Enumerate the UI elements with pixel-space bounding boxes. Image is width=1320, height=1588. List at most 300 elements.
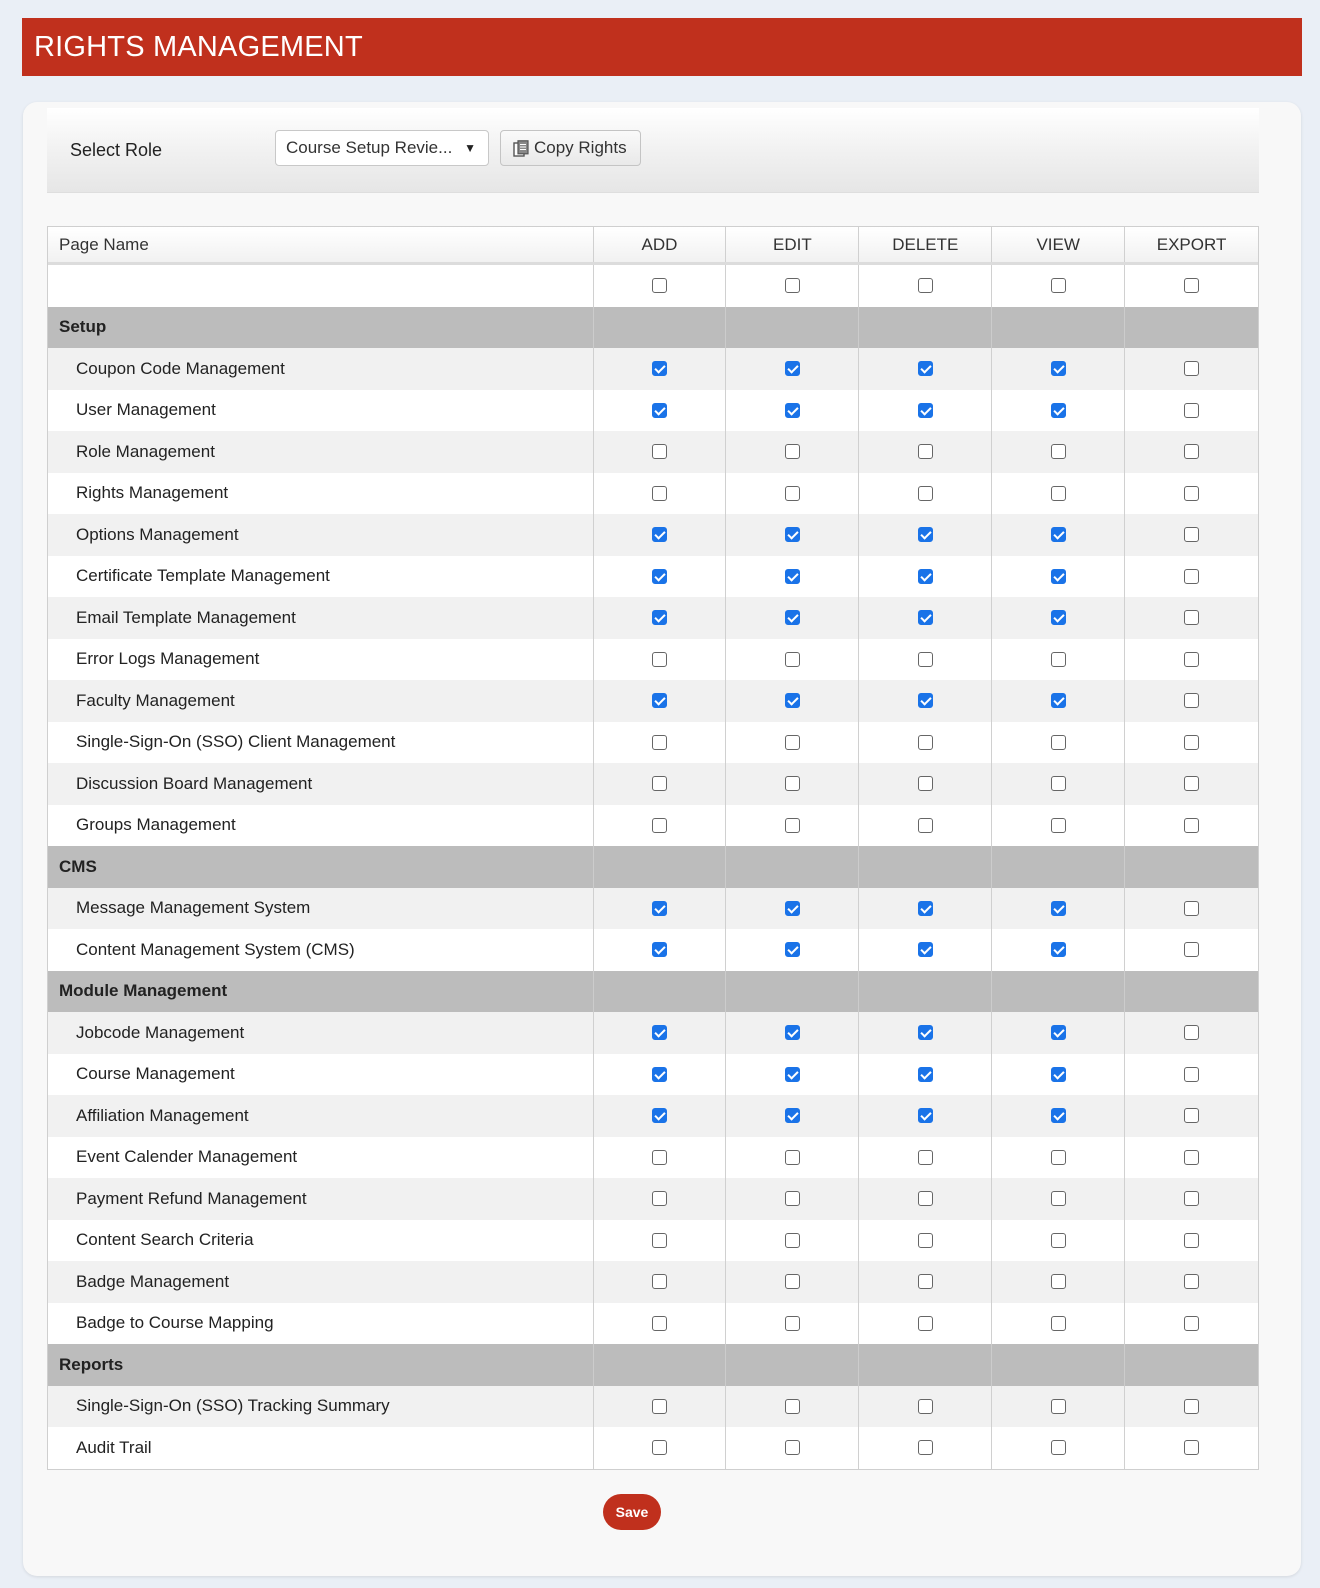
table-row bbox=[48, 473, 1258, 515]
add-cell bbox=[594, 722, 727, 764]
delete-cell bbox=[859, 431, 992, 473]
export-checkbox[interactable] bbox=[1184, 1233, 1199, 1248]
select-all-add-cell bbox=[594, 265, 727, 307]
group-row bbox=[48, 307, 1258, 349]
select-all-delete-cell bbox=[859, 265, 992, 307]
view-cell bbox=[992, 805, 1125, 847]
table-row bbox=[48, 639, 1258, 681]
add-cell bbox=[594, 1220, 727, 1262]
edit-checkbox[interactable] bbox=[785, 1233, 800, 1248]
delete-cell bbox=[859, 929, 992, 971]
edit-cell bbox=[726, 1220, 859, 1262]
group-empty-cell bbox=[594, 1344, 727, 1386]
view-checkbox[interactable] bbox=[1051, 1233, 1066, 1248]
export-cell bbox=[1125, 1054, 1258, 1096]
export-checkbox[interactable] bbox=[1184, 901, 1199, 916]
add-checkbox[interactable] bbox=[652, 1440, 667, 1455]
export-cell bbox=[1125, 1137, 1258, 1179]
rights-panel bbox=[23, 102, 1301, 1576]
view-checkbox[interactable] bbox=[1051, 1316, 1066, 1331]
add-checkbox[interactable] bbox=[652, 1025, 667, 1040]
add-checkbox[interactable] bbox=[652, 1233, 667, 1248]
view-checkbox[interactable] bbox=[1051, 569, 1066, 584]
edit-checkbox[interactable] bbox=[785, 1108, 800, 1123]
edit-cell bbox=[726, 431, 859, 473]
delete-cell bbox=[859, 1095, 992, 1137]
add-cell bbox=[594, 597, 727, 639]
export-checkbox[interactable] bbox=[1184, 1025, 1199, 1040]
export-cell bbox=[1125, 805, 1258, 847]
table-row bbox=[48, 514, 1258, 556]
delete-cell bbox=[859, 390, 992, 432]
column-header-view: VIEW bbox=[992, 227, 1125, 262]
add-checkbox[interactable] bbox=[652, 1191, 667, 1206]
view-checkbox[interactable] bbox=[1051, 403, 1066, 418]
page-name: Badge Management bbox=[48, 1261, 594, 1303]
view-cell bbox=[992, 763, 1125, 805]
select-all-view-checkbox[interactable] bbox=[1051, 278, 1066, 293]
edit-checkbox[interactable] bbox=[785, 942, 800, 957]
edit-checkbox[interactable] bbox=[785, 1316, 800, 1331]
export-cell bbox=[1125, 514, 1258, 556]
view-cell bbox=[992, 473, 1125, 515]
table-row bbox=[48, 597, 1258, 639]
view-cell bbox=[992, 1178, 1125, 1220]
delete-cell bbox=[859, 1261, 992, 1303]
delete-checkbox[interactable] bbox=[918, 1399, 933, 1414]
edit-checkbox[interactable] bbox=[785, 1150, 800, 1165]
delete-checkbox[interactable] bbox=[918, 486, 933, 501]
view-cell bbox=[992, 1386, 1125, 1428]
table-row bbox=[48, 1012, 1258, 1054]
group-empty-cell bbox=[594, 307, 727, 349]
add-checkbox[interactable] bbox=[652, 693, 667, 708]
group-label: CMS bbox=[48, 846, 594, 888]
table-row bbox=[48, 1386, 1258, 1428]
table-row bbox=[48, 680, 1258, 722]
export-checkbox[interactable] bbox=[1184, 1274, 1199, 1289]
group-empty-cell bbox=[726, 1344, 859, 1386]
add-checkbox[interactable] bbox=[652, 1316, 667, 1331]
select-all-label bbox=[48, 265, 594, 307]
view-checkbox[interactable] bbox=[1051, 610, 1066, 625]
table-row bbox=[48, 1095, 1258, 1137]
view-cell bbox=[992, 514, 1125, 556]
copy-icon bbox=[513, 140, 529, 158]
edit-cell bbox=[726, 1178, 859, 1220]
view-cell bbox=[992, 929, 1125, 971]
group-empty-cell bbox=[992, 971, 1125, 1013]
export-checkbox[interactable] bbox=[1184, 361, 1199, 376]
page-name: Error Logs Management bbox=[48, 639, 594, 681]
view-cell bbox=[992, 888, 1125, 930]
export-cell bbox=[1125, 888, 1258, 930]
export-checkbox[interactable] bbox=[1184, 1108, 1199, 1123]
select-all-add-checkbox[interactable] bbox=[652, 278, 667, 293]
edit-checkbox[interactable] bbox=[785, 444, 800, 459]
delete-cell bbox=[859, 348, 992, 390]
page-name: Badge to Course Mapping bbox=[48, 1303, 594, 1345]
view-checkbox[interactable] bbox=[1051, 1399, 1066, 1414]
role-dropdown[interactable] bbox=[275, 130, 489, 166]
add-checkbox[interactable] bbox=[652, 735, 667, 750]
view-checkbox[interactable] bbox=[1051, 776, 1066, 791]
delete-cell bbox=[859, 514, 992, 556]
view-checkbox[interactable] bbox=[1051, 818, 1066, 833]
delete-cell bbox=[859, 1054, 992, 1096]
export-cell bbox=[1125, 639, 1258, 681]
view-checkbox[interactable] bbox=[1051, 444, 1066, 459]
export-checkbox[interactable] bbox=[1184, 1067, 1199, 1082]
view-checkbox[interactable] bbox=[1051, 1274, 1066, 1289]
export-checkbox[interactable] bbox=[1184, 1150, 1199, 1165]
edit-cell bbox=[726, 722, 859, 764]
view-checkbox[interactable] bbox=[1051, 693, 1066, 708]
export-cell bbox=[1125, 431, 1258, 473]
view-cell bbox=[992, 1137, 1125, 1179]
edit-checkbox[interactable] bbox=[785, 1191, 800, 1206]
edit-checkbox[interactable] bbox=[785, 569, 800, 584]
edit-checkbox[interactable] bbox=[785, 1399, 800, 1414]
table-body bbox=[48, 265, 1258, 1469]
delete-cell bbox=[859, 722, 992, 764]
edit-cell bbox=[726, 680, 859, 722]
add-checkbox[interactable] bbox=[652, 527, 667, 542]
table-row bbox=[48, 1178, 1258, 1220]
export-checkbox[interactable] bbox=[1184, 610, 1199, 625]
add-cell bbox=[594, 1386, 727, 1428]
add-checkbox[interactable] bbox=[652, 1399, 667, 1414]
export-checkbox[interactable] bbox=[1184, 693, 1199, 708]
export-checkbox[interactable] bbox=[1184, 1191, 1199, 1206]
export-cell bbox=[1125, 680, 1258, 722]
add-cell bbox=[594, 1095, 727, 1137]
group-empty-cell bbox=[594, 846, 727, 888]
export-checkbox[interactable] bbox=[1184, 1316, 1199, 1331]
delete-checkbox[interactable] bbox=[918, 569, 933, 584]
export-cell bbox=[1125, 1012, 1258, 1054]
table-row bbox=[48, 722, 1258, 764]
delete-checkbox[interactable] bbox=[918, 1233, 933, 1248]
edit-cell bbox=[726, 1386, 859, 1428]
view-cell bbox=[992, 1095, 1125, 1137]
copy-rights-button[interactable] bbox=[500, 130, 641, 166]
export-checkbox[interactable] bbox=[1184, 444, 1199, 459]
table-row bbox=[48, 763, 1258, 805]
table-row bbox=[48, 1427, 1258, 1469]
view-checkbox[interactable] bbox=[1051, 527, 1066, 542]
export-cell bbox=[1125, 1303, 1258, 1345]
export-cell bbox=[1125, 1261, 1258, 1303]
group-empty-cell bbox=[859, 971, 992, 1013]
export-cell bbox=[1125, 348, 1258, 390]
role-dropdown-value: Course Setup Revie... bbox=[286, 138, 453, 157]
select-all-edit-checkbox[interactable] bbox=[785, 278, 800, 293]
add-cell bbox=[594, 1012, 727, 1054]
add-cell bbox=[594, 556, 727, 598]
group-empty-cell bbox=[726, 971, 859, 1013]
delete-cell bbox=[859, 1012, 992, 1054]
view-cell bbox=[992, 1427, 1125, 1469]
edit-cell bbox=[726, 514, 859, 556]
view-checkbox[interactable] bbox=[1051, 1191, 1066, 1206]
add-cell bbox=[594, 639, 727, 681]
group-empty-cell bbox=[992, 846, 1125, 888]
export-checkbox[interactable] bbox=[1184, 527, 1199, 542]
delete-checkbox[interactable] bbox=[918, 1150, 933, 1165]
view-cell bbox=[992, 639, 1125, 681]
edit-cell bbox=[726, 1427, 859, 1469]
view-checkbox[interactable] bbox=[1051, 1025, 1066, 1040]
delete-checkbox[interactable] bbox=[918, 1108, 933, 1123]
view-cell bbox=[992, 1261, 1125, 1303]
add-checkbox[interactable] bbox=[652, 403, 667, 418]
export-cell bbox=[1125, 473, 1258, 515]
export-cell bbox=[1125, 390, 1258, 432]
export-cell bbox=[1125, 929, 1258, 971]
delete-checkbox[interactable] bbox=[918, 1316, 933, 1331]
delete-checkbox[interactable] bbox=[918, 818, 933, 833]
add-cell bbox=[594, 763, 727, 805]
edit-cell bbox=[726, 1137, 859, 1179]
add-cell bbox=[594, 514, 727, 556]
delete-checkbox[interactable] bbox=[918, 1274, 933, 1289]
page-name: Certificate Template Management bbox=[48, 556, 594, 598]
column-header-delete: DELETE bbox=[859, 227, 992, 262]
add-checkbox[interactable] bbox=[652, 942, 667, 957]
export-checkbox[interactable] bbox=[1184, 652, 1199, 667]
add-checkbox[interactable] bbox=[652, 1108, 667, 1123]
delete-cell bbox=[859, 1427, 992, 1469]
export-cell bbox=[1125, 1220, 1258, 1262]
add-cell bbox=[594, 348, 727, 390]
export-checkbox[interactable] bbox=[1184, 486, 1199, 501]
delete-checkbox[interactable] bbox=[918, 1025, 933, 1040]
edit-cell bbox=[726, 390, 859, 432]
page-name: Faculty Management bbox=[48, 680, 594, 722]
group-label: Module Management bbox=[48, 971, 594, 1013]
export-checkbox[interactable] bbox=[1184, 1399, 1199, 1414]
export-checkbox[interactable] bbox=[1184, 569, 1199, 584]
add-checkbox[interactable] bbox=[652, 610, 667, 625]
view-checkbox[interactable] bbox=[1051, 486, 1066, 501]
edit-checkbox[interactable] bbox=[785, 486, 800, 501]
column-header-page-name: Page Name bbox=[48, 227, 594, 262]
view-cell bbox=[992, 431, 1125, 473]
table-row bbox=[48, 348, 1258, 390]
group-empty-cell bbox=[859, 307, 992, 349]
view-checkbox[interactable] bbox=[1051, 901, 1066, 916]
delete-checkbox[interactable] bbox=[918, 1191, 933, 1206]
table-row bbox=[48, 556, 1258, 598]
view-cell bbox=[992, 1012, 1125, 1054]
delete-checkbox[interactable] bbox=[918, 776, 933, 791]
add-cell bbox=[594, 1054, 727, 1096]
page-name: Email Template Management bbox=[48, 597, 594, 639]
delete-checkbox[interactable] bbox=[918, 403, 933, 418]
export-checkbox[interactable] bbox=[1184, 735, 1199, 750]
add-checkbox[interactable] bbox=[652, 486, 667, 501]
add-checkbox[interactable] bbox=[652, 569, 667, 584]
delete-cell bbox=[859, 597, 992, 639]
delete-cell bbox=[859, 556, 992, 598]
export-cell bbox=[1125, 763, 1258, 805]
column-header-edit: EDIT bbox=[726, 227, 859, 262]
add-cell bbox=[594, 929, 727, 971]
table-row bbox=[48, 1303, 1258, 1345]
view-checkbox[interactable] bbox=[1051, 735, 1066, 750]
edit-cell bbox=[726, 1261, 859, 1303]
group-row bbox=[48, 1344, 1258, 1386]
edit-checkbox[interactable] bbox=[785, 610, 800, 625]
export-checkbox[interactable] bbox=[1184, 776, 1199, 791]
add-cell bbox=[594, 390, 727, 432]
export-cell bbox=[1125, 1178, 1258, 1220]
page-name: Single-Sign-On (SSO) Client Management bbox=[48, 722, 594, 764]
delete-checkbox[interactable] bbox=[918, 1440, 933, 1455]
add-checkbox[interactable] bbox=[652, 652, 667, 667]
edit-checkbox[interactable] bbox=[785, 403, 800, 418]
edit-checkbox[interactable] bbox=[785, 361, 800, 376]
add-checkbox[interactable] bbox=[652, 1274, 667, 1289]
edit-checkbox[interactable] bbox=[785, 693, 800, 708]
add-cell bbox=[594, 431, 727, 473]
edit-checkbox[interactable] bbox=[785, 735, 800, 750]
page-name: Groups Management bbox=[48, 805, 594, 847]
delete-checkbox[interactable] bbox=[918, 1067, 933, 1082]
export-checkbox[interactable] bbox=[1184, 942, 1199, 957]
chevron-down-icon: ▼ bbox=[464, 141, 476, 155]
add-checkbox[interactable] bbox=[652, 1067, 667, 1082]
view-checkbox[interactable] bbox=[1051, 1108, 1066, 1123]
select-all-view-cell bbox=[992, 265, 1125, 307]
add-cell bbox=[594, 473, 727, 515]
add-checkbox[interactable] bbox=[652, 444, 667, 459]
view-cell bbox=[992, 1054, 1125, 1096]
delete-cell bbox=[859, 1220, 992, 1262]
select-all-edit-cell bbox=[726, 265, 859, 307]
group-empty-cell bbox=[1125, 307, 1258, 349]
view-checkbox[interactable] bbox=[1051, 1150, 1066, 1165]
delete-cell bbox=[859, 473, 992, 515]
add-cell bbox=[594, 1303, 727, 1345]
add-checkbox[interactable] bbox=[652, 361, 667, 376]
delete-checkbox[interactable] bbox=[918, 361, 933, 376]
edit-checkbox[interactable] bbox=[785, 1025, 800, 1040]
page-name: Coupon Code Management bbox=[48, 348, 594, 390]
edit-checkbox[interactable] bbox=[785, 1440, 800, 1455]
table-header bbox=[48, 227, 1258, 265]
delete-checkbox[interactable] bbox=[918, 942, 933, 957]
export-cell bbox=[1125, 556, 1258, 598]
delete-checkbox[interactable] bbox=[918, 527, 933, 542]
edit-checkbox[interactable] bbox=[785, 527, 800, 542]
group-empty-cell bbox=[859, 846, 992, 888]
edit-cell bbox=[726, 1012, 859, 1054]
delete-cell bbox=[859, 1386, 992, 1428]
export-checkbox[interactable] bbox=[1184, 1440, 1199, 1455]
edit-checkbox[interactable] bbox=[785, 1274, 800, 1289]
select-all-export-checkbox[interactable] bbox=[1184, 278, 1199, 293]
page-name: Event Calender Management bbox=[48, 1137, 594, 1179]
view-checkbox[interactable] bbox=[1051, 1440, 1066, 1455]
page-name: Payment Refund Management bbox=[48, 1178, 594, 1220]
table-row bbox=[48, 1220, 1258, 1262]
edit-cell bbox=[726, 888, 859, 930]
edit-cell bbox=[726, 348, 859, 390]
save-button[interactable]: Save bbox=[603, 1494, 661, 1530]
view-checkbox[interactable] bbox=[1051, 942, 1066, 957]
delete-checkbox[interactable] bbox=[918, 735, 933, 750]
delete-checkbox[interactable] bbox=[918, 652, 933, 667]
page-name: Content Management System (CMS) bbox=[48, 929, 594, 971]
page-name: Role Management bbox=[48, 431, 594, 473]
rights-table bbox=[47, 226, 1259, 1470]
group-empty-cell bbox=[594, 971, 727, 1013]
page-name: Affiliation Management bbox=[48, 1095, 594, 1137]
add-checkbox[interactable] bbox=[652, 901, 667, 916]
table-row bbox=[48, 929, 1258, 971]
add-checkbox[interactable] bbox=[652, 818, 667, 833]
delete-cell bbox=[859, 1178, 992, 1220]
add-cell bbox=[594, 805, 727, 847]
delete-cell bbox=[859, 639, 992, 681]
group-label: Setup bbox=[48, 307, 594, 349]
select-all-export-cell bbox=[1125, 265, 1258, 307]
export-cell bbox=[1125, 1386, 1258, 1428]
delete-checkbox[interactable] bbox=[918, 693, 933, 708]
delete-checkbox[interactable] bbox=[918, 901, 933, 916]
select-all-delete-checkbox[interactable] bbox=[918, 278, 933, 293]
edit-checkbox[interactable] bbox=[785, 1067, 800, 1082]
view-checkbox[interactable] bbox=[1051, 652, 1066, 667]
view-cell bbox=[992, 390, 1125, 432]
delete-cell bbox=[859, 888, 992, 930]
delete-checkbox[interactable] bbox=[918, 444, 933, 459]
group-empty-cell bbox=[992, 1344, 1125, 1386]
view-checkbox[interactable] bbox=[1051, 361, 1066, 376]
group-empty-cell bbox=[726, 307, 859, 349]
edit-cell bbox=[726, 763, 859, 805]
group-empty-cell bbox=[726, 846, 859, 888]
export-checkbox[interactable] bbox=[1184, 818, 1199, 833]
add-checkbox[interactable] bbox=[652, 776, 667, 791]
edit-cell bbox=[726, 805, 859, 847]
delete-cell bbox=[859, 763, 992, 805]
role-toolbar bbox=[47, 108, 1259, 193]
table-row bbox=[48, 805, 1258, 847]
group-label: Reports bbox=[48, 1344, 594, 1386]
table-row bbox=[48, 1261, 1258, 1303]
group-row bbox=[48, 971, 1258, 1013]
column-header-add: ADD bbox=[594, 227, 727, 262]
edit-cell bbox=[726, 1054, 859, 1096]
edit-checkbox[interactable] bbox=[785, 776, 800, 791]
add-cell bbox=[594, 1261, 727, 1303]
edit-checkbox[interactable] bbox=[785, 652, 800, 667]
table-row bbox=[48, 431, 1258, 473]
edit-checkbox[interactable] bbox=[785, 818, 800, 833]
delete-checkbox[interactable] bbox=[918, 610, 933, 625]
edit-checkbox[interactable] bbox=[785, 901, 800, 916]
page-name: Discussion Board Management bbox=[48, 763, 594, 805]
add-checkbox[interactable] bbox=[652, 1150, 667, 1165]
export-cell bbox=[1125, 1095, 1258, 1137]
export-checkbox[interactable] bbox=[1184, 403, 1199, 418]
view-cell bbox=[992, 1303, 1125, 1345]
delete-cell bbox=[859, 805, 992, 847]
view-checkbox[interactable] bbox=[1051, 1067, 1066, 1082]
